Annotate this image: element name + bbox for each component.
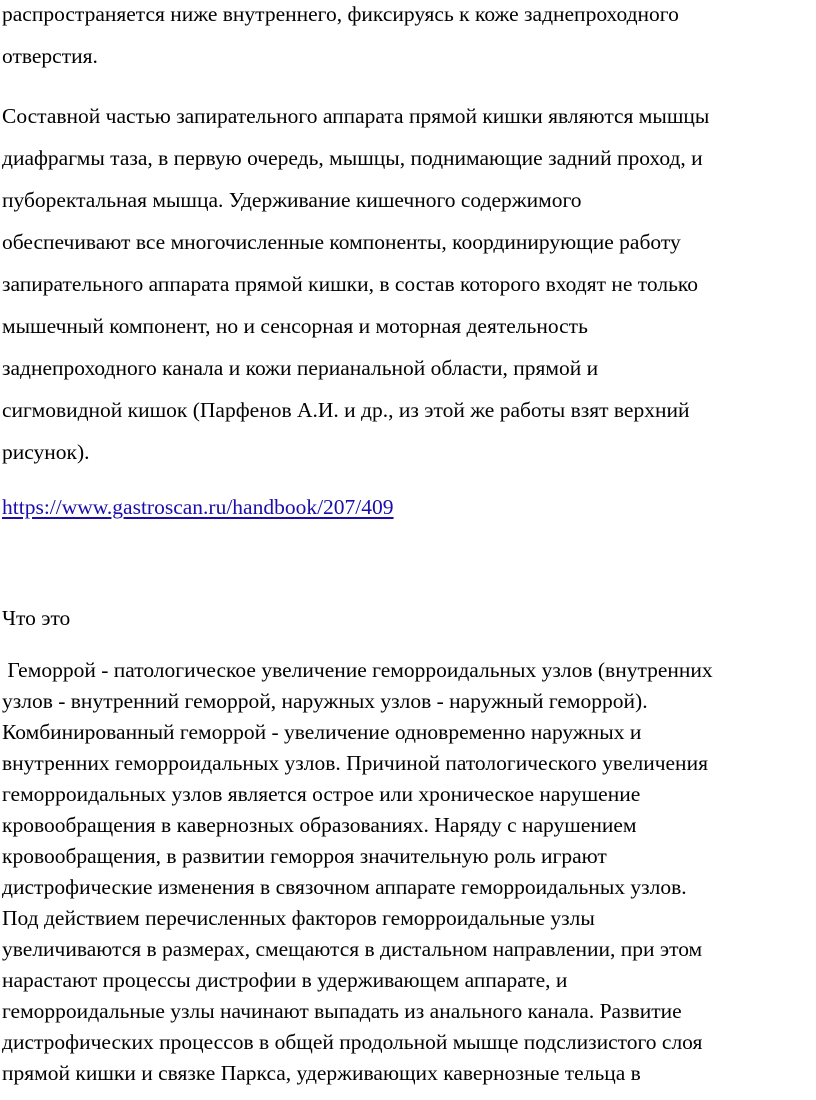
text-line: увеличиваются в размерах, смещаются в дистальном направлении, при этом <box>2 937 703 961</box>
text-line: узлов - внутренний геморрой, наружных узлов - наружный геморрой). <box>2 689 648 713</box>
section-heading: Что это <box>2 606 71 630</box>
text-line: дистрофических процессов в общей продольной мышце подслизистого слоя <box>2 1030 703 1054</box>
text-line: заднепроходного канала и кожи перианальной области, прямой и <box>2 356 599 380</box>
text-line: Составной частью запирательного аппарата прямой кишки являются мышцы <box>2 104 710 128</box>
text-line: Геморрой - патологическое увеличение геморроидальных узлов (внутренних <box>2 658 713 682</box>
paragraph-hemorrhoids <box>2 655 814 1089</box>
text-line: геморроидальных узлов является острое или хроническое нарушение <box>2 782 641 806</box>
text-line: дистрофические изменения в связочном аппарате геморроидальных узлов. <box>2 875 687 899</box>
text-line: диафрагмы таза, в первую очередь, мышцы, поднимающие задний проход, и <box>2 146 703 170</box>
text-line: внутренних геморроидальных узлов. Причиной патологического увеличения <box>2 751 708 775</box>
text-line: рисунок). <box>2 440 90 464</box>
text-line: Под действием перечисленных факторов геморроидальные узлы <box>2 906 595 930</box>
text-line: Комбинированный геморрой - увеличение одновременно наружных и <box>2 720 642 744</box>
text-line: прямой кишки и связке Паркса, удерживающих кавернозные тельца в <box>2 1061 641 1085</box>
text-line: отверстия. <box>2 44 98 68</box>
text-line: распространяется ниже внутреннего, фиксируясь к коже заднепроходного <box>2 2 679 26</box>
text-line: геморроидальные узлы начинают выпадать из анального канала. Развитие <box>2 999 682 1023</box>
paragraph-sphincter-apparatus <box>2 95 814 473</box>
text-line: запирательного аппарата прямой кишки, в состав которого входят не только <box>2 272 699 296</box>
text-line: обеспечивают все многочисленные компоненты, координирующие работу <box>2 230 681 254</box>
text-line: пуборектальная мышца. Удерживание кишечного содержимого <box>2 188 582 212</box>
text-line: мышечный компонент, но и сенсорная и моторная деятельность <box>2 314 588 338</box>
paragraph-continuation <box>2 0 814 77</box>
text-line: кровообращения в кавернозных образованиях. Наряду с нарушением <box>2 813 637 837</box>
source-link-paragraph <box>2 486 814 528</box>
source-link[interactable]: https://www.gastroscan.ru/handbook/207/409 <box>2 495 394 519</box>
text-line: нарастают процессы дистрофии в удерживающем аппарате, и <box>2 968 568 992</box>
text-line: сигмовидной кишок (Парфенов А.И. и др., из этой же работы взят верхний <box>2 398 690 422</box>
text-line: кровообращения, в развитии геморроя значительную роль играют <box>2 844 607 868</box>
